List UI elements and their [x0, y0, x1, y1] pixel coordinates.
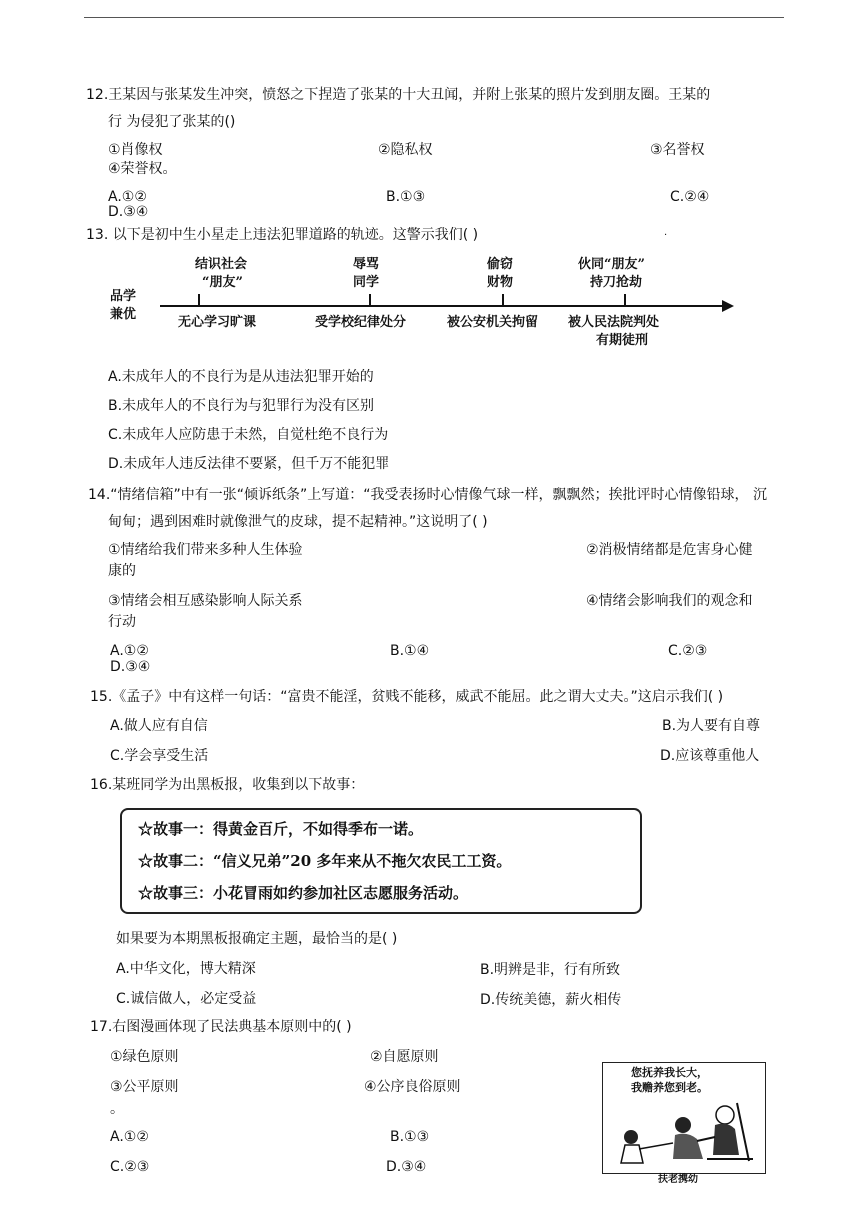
option-b: B.为人要有自尊	[662, 718, 761, 734]
stray-dot: .	[664, 227, 668, 238]
cartoon-title: 扶老携幼	[658, 1174, 698, 1185]
question-prompt: 如果要为本期黑板报确定主题，最恰当的是( )	[116, 931, 398, 947]
item-2: ②隐私权	[378, 142, 433, 158]
timeline-result-4: 被人民法院判处	[568, 315, 660, 330]
story-1: ☆故事一：得黄金百斤，不如得季布一诺。	[138, 820, 424, 838]
timeline-event-1b: “朋友”	[202, 275, 243, 290]
option-a: A.中华文化，博大精深	[116, 961, 256, 977]
timeline-event-4b: 持刀抢劫	[590, 275, 643, 290]
question-stem: 13. 以下是初中生小星走上违法犯罪道路的轨迹。这警示我们( )	[86, 227, 479, 243]
timeline-result-2: 受学校纪律处分	[315, 315, 407, 330]
timeline-start-line2: 兼优	[110, 307, 137, 322]
item-2: ②消极情绪都是危害身心健	[586, 542, 753, 558]
choice-c: C.②③	[110, 1159, 150, 1175]
item-3: ③公平原则	[110, 1079, 179, 1095]
question-stem: 14.“情绪信箱”中有一张“倾诉纸条”上写道：“我受表扬时心情像气球一样，飘飘然；挨批评时心情像铅球， 沉	[88, 487, 767, 503]
question-stem-continued: 甸甸；遇到困难时就像泄气的皮球，提不起精神。”这说明了( )	[108, 514, 488, 530]
choice-c: C.②③	[668, 643, 708, 659]
item-4-wrap: 行动	[108, 614, 136, 630]
cartoon-drawing	[603, 1063, 765, 1173]
question-stem: 17.右图漫画体现了民法典基本原则中的( )	[90, 1019, 352, 1035]
choice-a: A.①②	[110, 1129, 149, 1145]
timeline-event-2b: 同学	[353, 275, 380, 290]
item-1: ①情绪给我们带来多种人生体验	[108, 542, 303, 558]
option-d: D.传统美德，薪火相传	[480, 992, 622, 1008]
choice-d: D.③④	[110, 659, 151, 675]
option-a: A.做人应有自信	[110, 718, 208, 734]
question-stem: 16.某班同学为出黑板报，收集到以下故事：	[90, 777, 365, 793]
item-2-wrap: 康的	[108, 563, 136, 579]
choice-a: A.①②	[108, 189, 147, 205]
choice-c: C.②④	[670, 189, 710, 205]
choice-b: B.①③	[386, 189, 426, 205]
option-b: B.未成年人的不良行为与犯罪行为没有区别	[108, 398, 375, 414]
item-4: ④情绪会影响我们的观念和	[586, 593, 753, 609]
choice-a: A.①②	[110, 643, 149, 659]
story-2: ☆故事二：“信义兄弟”20 多年来从不拖欠农民工工资。	[138, 852, 512, 870]
option-d: D.未成年人违反法律不要紧，但千万不能犯罪	[108, 456, 390, 472]
item-3: ③名誉权	[650, 142, 705, 158]
option-d: D.应该尊重他人	[660, 748, 760, 764]
timeline-event-1: 结识社会	[195, 257, 248, 272]
item-3: ③情绪会相互感染影响人际关系	[108, 593, 303, 609]
question-stem-continued: 行 为侵犯了张某的()	[108, 114, 236, 130]
timeline-result-4b: 有期徒刑	[596, 333, 649, 348]
question-stem: 15.《孟子》中有这样一句话：“富贵不能淫，贫贱不能移，威武不能屈。此之谓大丈夫。”这启示我们( )	[90, 689, 724, 705]
choice-b: B.①③	[390, 1129, 430, 1145]
option-c: C.学会享受生活	[110, 748, 209, 764]
question-stem: 12.王某因与张某发生冲突，愤怒之下捏造了张某的十大丑闻，并附上张某的照片发到朋友圈。王某的	[86, 87, 711, 103]
cartoon-caption-line2: 我赡养您到老。	[631, 1081, 708, 1094]
timeline-event-4: 伙同“朋友”	[578, 257, 645, 272]
timeline-start-line1: 品学	[110, 289, 137, 304]
item-trailing-mark: 。	[110, 1101, 124, 1117]
timeline-result-1: 无心学习旷课	[178, 315, 257, 330]
choice-d: D.③④	[108, 204, 149, 220]
timeline-event-2: 辱骂	[353, 257, 380, 272]
story-3: ☆故事三：小花冒雨如约参加社区志愿服务活动。	[138, 884, 469, 902]
choice-d: D.③④	[386, 1159, 427, 1175]
option-a: A.未成年人的不良行为是从违法犯罪开始的	[108, 369, 374, 385]
cartoon-figure	[602, 1062, 766, 1174]
timeline-arrowhead	[722, 300, 734, 312]
timeline-event-3b: 财物	[487, 275, 514, 290]
timeline-event-3: 偷窃	[487, 257, 514, 272]
cartoon-caption-line1: 您抚养我长大，	[631, 1066, 708, 1079]
item-2: ②自愿原则	[370, 1049, 439, 1065]
item-1: ①绿色原则	[110, 1049, 179, 1065]
option-c: C.诚信做人，必定受益	[116, 991, 257, 1007]
timeline-result-3: 被公安机关拘留	[447, 315, 539, 330]
item-1: ①肖像权	[108, 142, 163, 158]
header-rule	[84, 17, 784, 18]
item-4: ④荣誉权。	[108, 161, 177, 177]
option-c: C.未成年人应防患于未然，自觉杜绝不良行为	[108, 427, 389, 443]
story-box	[120, 808, 642, 914]
item-4: ④公序良俗原则	[364, 1079, 461, 1095]
timeline-figure	[110, 254, 740, 350]
choice-b: B.①④	[390, 643, 430, 659]
option-b: B.明辨是非，行有所致	[480, 962, 621, 978]
